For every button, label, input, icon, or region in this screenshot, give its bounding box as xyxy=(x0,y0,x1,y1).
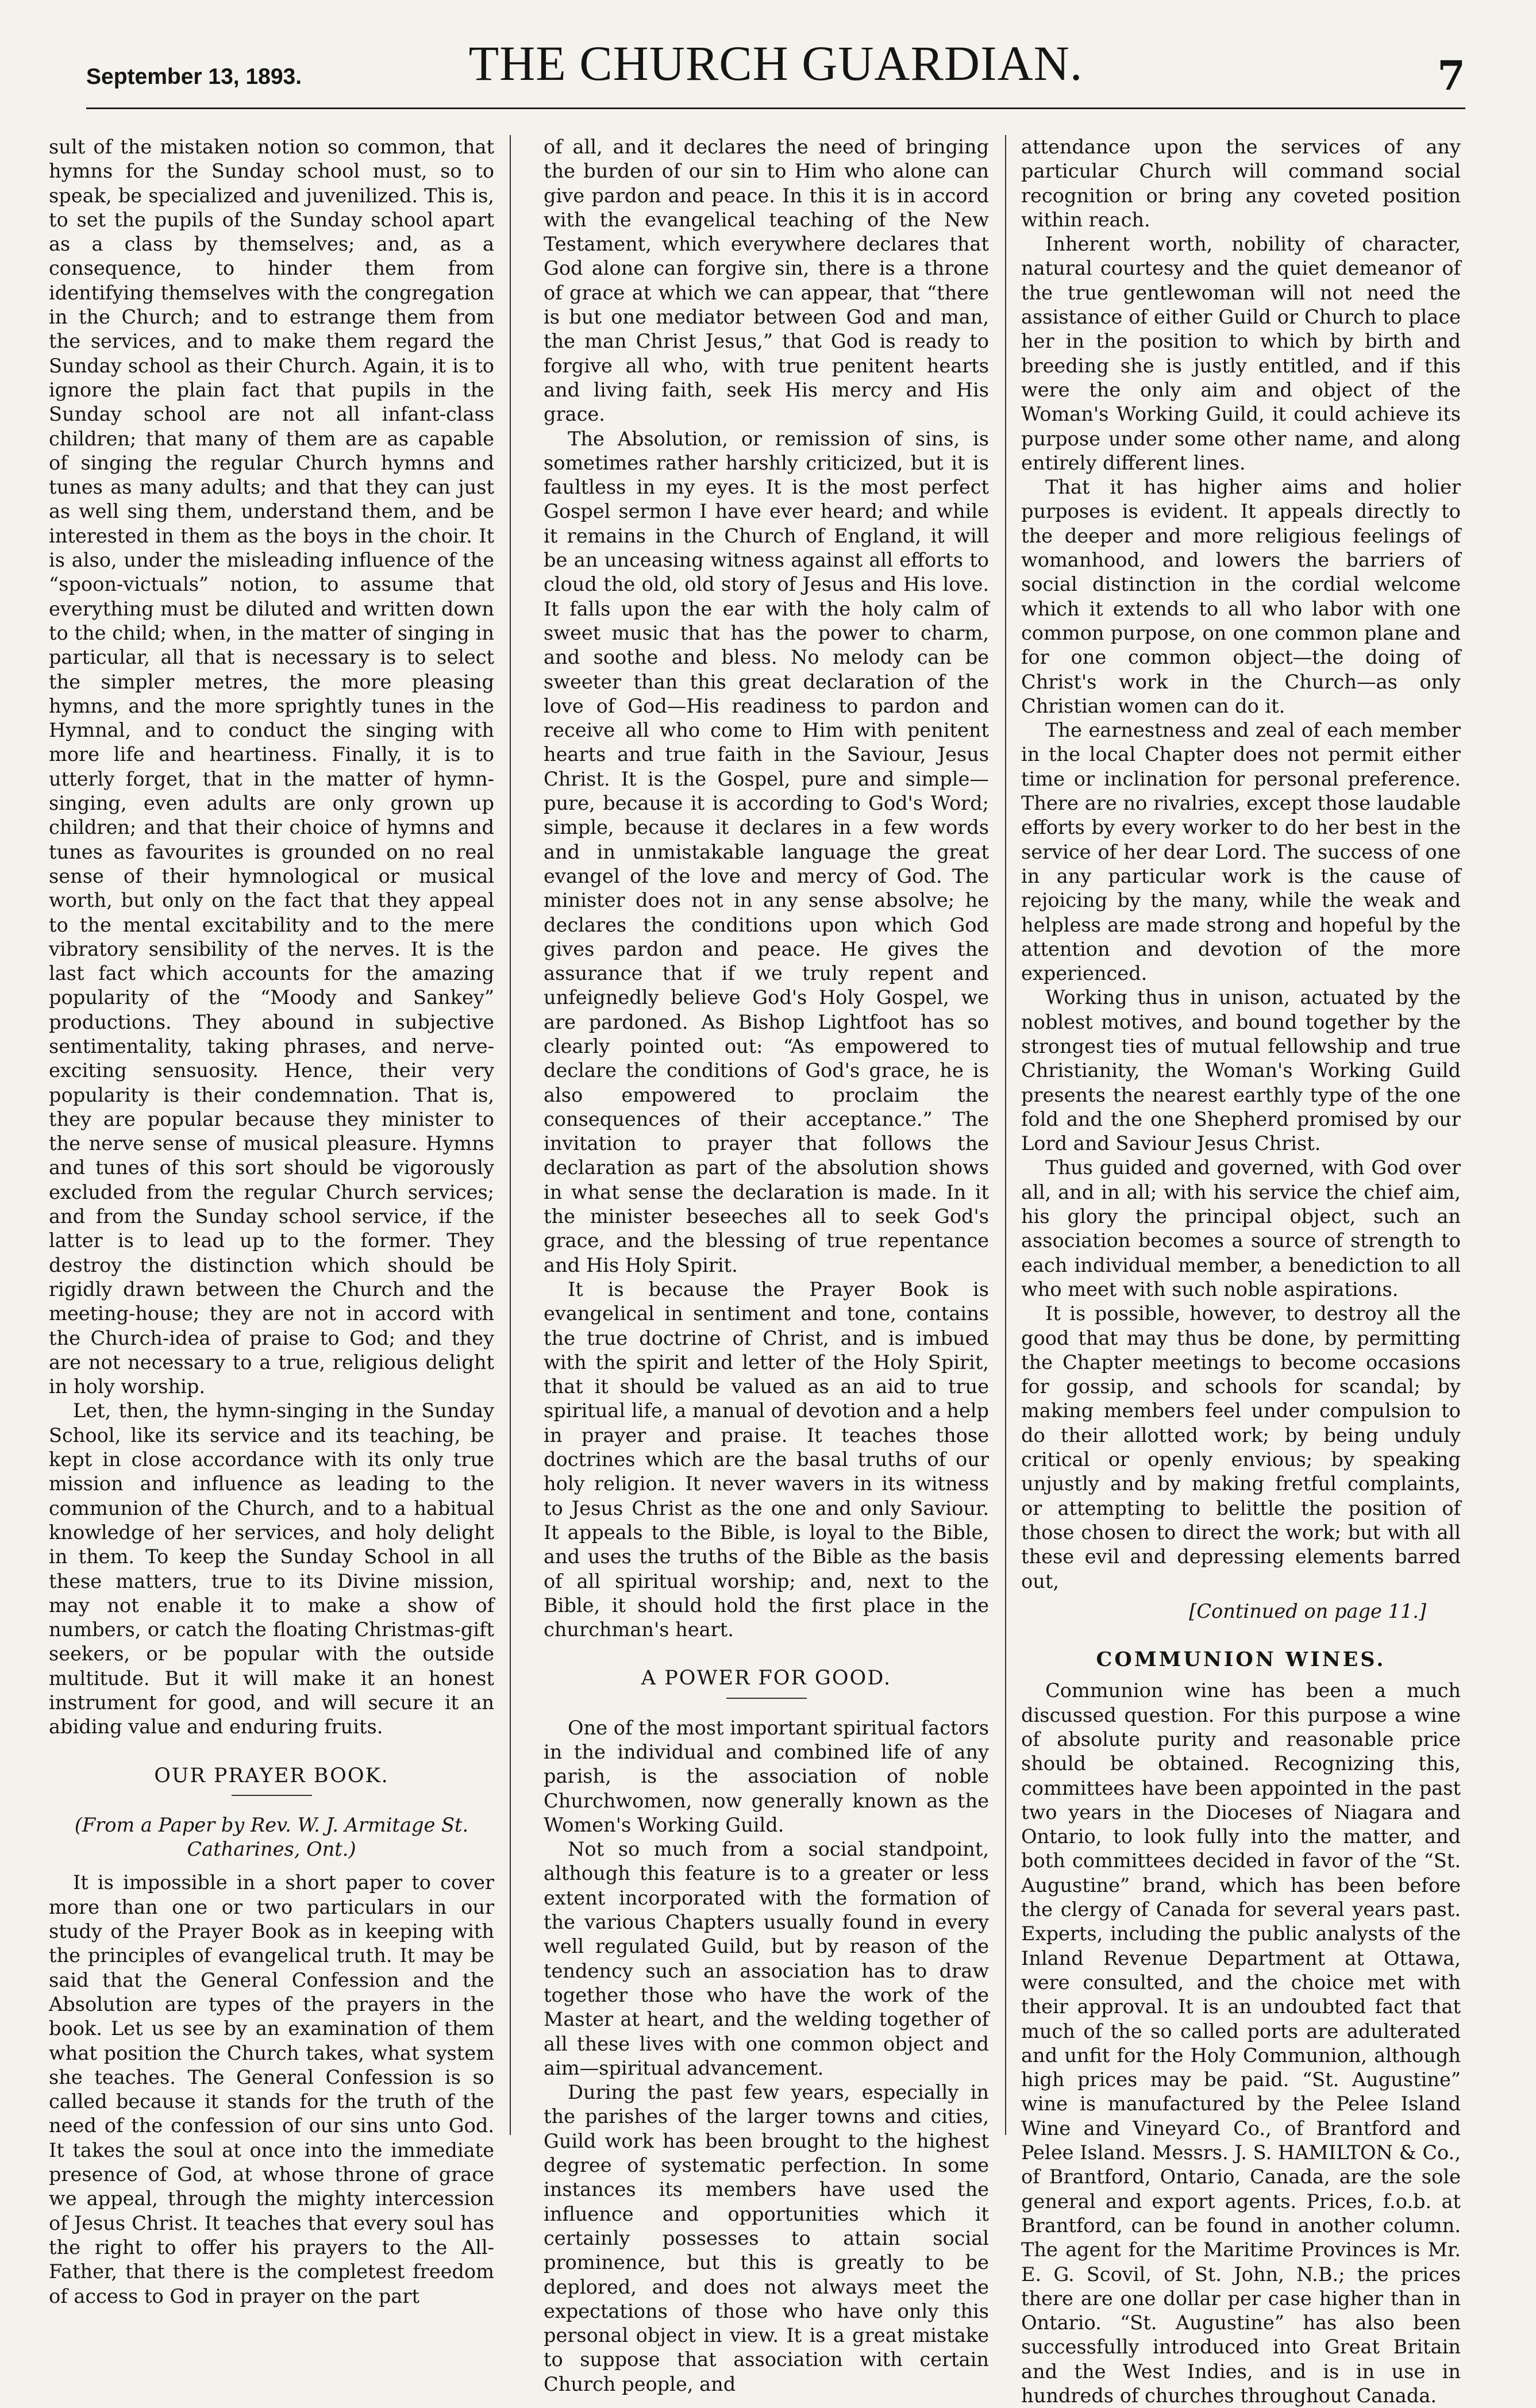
article-byline: (From a Paper by Rev. W. J. Armitage St. Catharines, Ont.) xyxy=(74,1813,469,1861)
heading-rule xyxy=(726,1698,807,1699)
continued-notice: [Continued on page 11.] xyxy=(1189,1599,1426,1622)
article-paragraph: The Absolution, or remission of sins, is sometimes rather harshly criticized, but it is faultless in my eyes. It is the most perfect Gospel sermon I have ever heard; and while it remains in the Church of England, it will be an unceasing witness against all efforts to cloud the old, old story of Jesus and His love. It falls upon the ear with the holy calm of sweet music that has the power to charm, and soothe and bless. No melody can be sweeter than this great declaration of the love of God—His readiness to pardon and receive all who come to Him with penitent hearts and true faith in the Saviour, Jesus Christ. It is the Gospel, pure and simple—pure, because it is according to God's Word; simple, because it declares in a few words and in unmistakable language the great evangel of the love and mercy of God. The minister does not in any sense absolve; he declares the conditions upon which God gives pardon and peace. He gives the assurance that if we truly repent and unfeignedly believe God's Holy Gospel, we are pardoned. As Bishop Lightfoot has so clearly pointed out: “As empowered to declare the conditions of God's grace, he is also empowered to proclaim the consequences of their acceptance.” The invitation to prayer that follows the declaration as part of the absolution shows in what sense the declaration is made. In it the minister beseeches all to seek God's grace, and the blessing of true repentance and His Holy Spirit. xyxy=(544,427,989,1276)
article-paragraph: Communion wine has been a much discussed question. For this purpose a wine of absolute purity and reasonable price should be obtained. Recognizing this, committees have been appointed in the past two years in the Dioceses of Niagara and Ontario, to look fully into the matter, and both committees decided in favor of the “St. Augustine” brand, which has been before the clergy of Canada for several years past. Experts, including the public analysts of the Inland Revenue Department at Ottawa, were consulted, and the choice met with their approval. It is an undoubted fact that much of the so called ports are adulterated and unfit for the Holy Communion, although high prices may be paid. “St. Augustine” wine is manufactured by the Pelee Island Wine and Vineyard Co., of Brantford and Pelee Island. Messrs. J. S. HAMILTON & Co., of Brantford, Ontario, Canada, are the sole general and export agents. Prices, f.o.b. at Brantford, can be found in another column. The agent for the Maritime Provinces is Mr. E. G. Scovil, of St. John, N.B.; the prices there are one dollar per case higher than in Ontario. “St. Augustine” has also been successfully introduced into Great Britain and the West Indies, and is in use in hundreds of churches throughout Canada. xyxy=(1021,1679,1461,2407)
article-paragraph: It is because the Prayer Book is evangelical in sentiment and tone, contains the true doctrine of Christ, and is imbued with the spirit and letter of the Holy Spirit, that it should be valued as an aid to true spiritual life, a manual of devotion and a help in prayer and praise. It teaches those doctrines which are the basal truths of our holy religion. It never wavers in its witness to Jesus Christ as the one and only Saviour. It appeals to the Bible, is loyal to the Bible, and uses the truths of the Bible as the basis of all spiritual worship; and, next to the Bible, it should hold the first place in the churchman's heart. xyxy=(544,1278,989,1641)
section-heading-power-for-good: A POWER FOR GOOD. xyxy=(641,1667,892,1690)
article-paragraph: Not so much from a social standpoint, although this feature is to a greater or less extent incorporated with the formation of the various Chapters usually found in every well regulated Guild, but by reason of the tendency such an association has to draw together those who have the work of the Master at heart, and the welding together of all these lives with one common object and aim—spiritual advancement. xyxy=(544,1838,989,2079)
issue-date: September 13, 1893. xyxy=(86,64,302,89)
column-divider xyxy=(510,135,511,2135)
column-3 xyxy=(1021,135,1461,2407)
heading-rule xyxy=(232,1795,312,1796)
newspaper-title: THE CHURCH GUARDIAN. xyxy=(468,36,1083,91)
article-paragraph: During the past few years, especially in the parishes of the larger towns and cities, Guild work has been brought to the highest degree of systematic perfection. In some instances its members have used the influence and opportunities which it certainly possesses to attain social prominence, but this is greatly to be deplored, and does not always meet the expectations of those who have only this personal object in view. It is a great mistake to suppose that association with certain Church people, and xyxy=(544,2081,989,2395)
article-paragraph: Inherent worth, nobility of character, natural courtesy and the quiet demeanor of the true gentlewoman will not need the assistance of either Guild or Church to place her in the position to which by birth and breeding she is justly entitled, and if this were the only aim and object of the Woman's Working Guild, it could achieve its purpose under some other name, and along entirely different lines. xyxy=(1021,233,1461,474)
masthead-rule xyxy=(86,107,1465,109)
article-paragraph: Let, then, the hymn-singing in the Sunday School, like its service and its teaching, be kept in close accordance with its only true mission and influence as leading to the communion of the Church, and to a habitual knowledge of her services, and holy delight in them. To keep the Sunday School in all these matters, true to its Divine mission, may not enable it to make a show of numbers, or catch the floating Christmas-gift seekers, or be popular with the outside multitude. But it will make it an honest instrument for good, and will secure it an abiding value and enduring fruits. xyxy=(49,1399,494,1738)
article-paragraph: Working thus in unison, actuated by the noblest motives, and bound together by the strongest ties of mutual fellowship and true Christianity, the Woman's Working Guild presents the nearest earthly type of the one fold and the one Shepherd promised by our Lord and Saviour Jesus Christ. xyxy=(1021,986,1461,1155)
article-paragraph: of all, and it declares the need of bringing the burden of our sin to Him who alone can give pardon and peace. In this it is in accord with the evangelical teaching of the New Testament, which everywhere declares that God alone can forgive sin, there is a throne of grace at which we can appear, that “there is but one mediator between God and man, the man Christ Jesus,” that God is ready to forgive all who, with true penitent hearts and living faith, seek His mercy and His grace. xyxy=(544,136,989,426)
article-paragraph: Thus guided and governed, with God over all, and in all; with his service the chief aim, his glory the principal object, such an association becomes a source of strength to each individual member, a benediction to all who meet with such noble aspirations. xyxy=(1021,1156,1461,1301)
article-paragraph: sult of the mistaken notion so common, that hymns for the Sunday school must, so to speak, be specialized and juvenilized. This is, to set the pupils of the Sunday school apart as a class by themselves; and, as a consequence, to hinder them from identifying themselves with the congregation in the Church; and to estrange them from the services, and to make them regard the Sunday school as their Church. Again, it is to ignore the plain fact that pupils in the Sunday school are not all infant-class children; that many of them are as capable of singing the regular Church hymns and tunes as many adults; and that they can just as well sing them, understand them, and be interested in them as the boys in the choir. It is also, under the misleading influence of the “spoon-victuals” notion, to assume that everything must be diluted and written down to the child; when, in the matter of singing in particular, all that is necessary is to select the simpler metres, the more pleasing hymns, and the more sprightly tunes in the Hymnal, and to conduct the singing with more life and heartiness. Finally, it is to utterly forget, that in the matter of hymn-singing, even adults are only grown up children; and that their choice of hymns and tunes as favourites is grounded on no real sense of their hymnological or musical worth, but only on the fact that they appeal to the mental excitability and to the mere vibratory sensibility of the nerves. It is the last fact which accounts for the amazing popularity of the “Moody and Sankey” productions. They abound in subjective sentimentality, taking phrases, and nerve-exciting sensuosity. Hence, their very popularity is their condemnation. That is, they are popular because they minister to the nerve sense of musical pleasure. Hymns and tunes of this sort should be vigorously excluded from the regular Church services; and from the Sunday school service, if the latter is to lead up to the former. They destroy the distinction which should be rigidly drawn between the Church and the meeting-house; they are not in accord with the Church-idea of praise to God; and they are not necessary to a true, religious delight in holy worship. xyxy=(49,136,494,1398)
column-divider xyxy=(1005,135,1006,2135)
article-paragraph: attendance upon the services of any particular Church will command social recognition or bring any coveted position within reach. xyxy=(1021,136,1461,231)
section-heading-communion-wines: COMMUNION WINES. xyxy=(1096,1648,1386,1672)
column-2 xyxy=(544,135,989,2395)
masthead xyxy=(86,23,1465,109)
article-paragraph: It is impossible in a short paper to cover more than one or two particulars in our study of the Prayer Book as in keeping with the principles of evangelical truth. It may be said that the General Confession and the Absolution are types of the prayers in the book. Let us see by an examination of them what position the Church takes, what system she teaches. The General Confession is so called because it stands for the truth of the need of the confession of our sins unto God. It takes the soul at once into the immediate presence of God, at whose throne of grace we appeal, through the mighty intercession of Jesus Christ. It teaches that every soul has the right to offer his prayers to the All-Father, that there is the completest freedom of access to God in prayer on the part xyxy=(49,1871,494,2307)
article-paragraph: The earnestness and zeal of each member in the local Chapter does not permit either time or inclination for personal preference. There are no rivalries, except those laudable efforts by every worker to do her best in the service of her dear Lord. The success of one in any particular work is the cause of rejoicing by the many, while the weak and helpless are made strong and hopeful by the attention and devotion of the more experienced. xyxy=(1021,719,1461,985)
section-heading-prayer-book: OUR PRAYER BOOK. xyxy=(154,1764,389,1787)
column-1 xyxy=(49,135,494,2307)
page-number: 7 xyxy=(1437,52,1465,99)
article-paragraph: That it has higher aims and holier purposes is evident. It appeals directly to the deeper and more religious feelings of womanhood, and lowers the barriers of social distinction in the cordial welcome which it extends to all who labor with one common purpose, on one common plane and for one common object—the doing of Christ's work in the Church—as only Christian women can do it. xyxy=(1021,476,1461,717)
article-paragraph: One of the most important spiritual factors in the individual and combined life of any parish, is the association of noble Churchwomen, now generally known as the Women's Working Guild. xyxy=(544,1716,989,1836)
article-paragraph: It is possible, however, to destroy all the good that may thus be done, by permitting the Chapter meetings to become occasions for gossip, and schools for scandal; by making members feel under compulsion to do their allotted work; by being unduly critical or openly envious; by speaking unjustly and by making fretful complaints, or attempting to belittle the position of those chosen to direct the work; but with all these evil and depressing elements barred out, xyxy=(1021,1302,1461,1592)
